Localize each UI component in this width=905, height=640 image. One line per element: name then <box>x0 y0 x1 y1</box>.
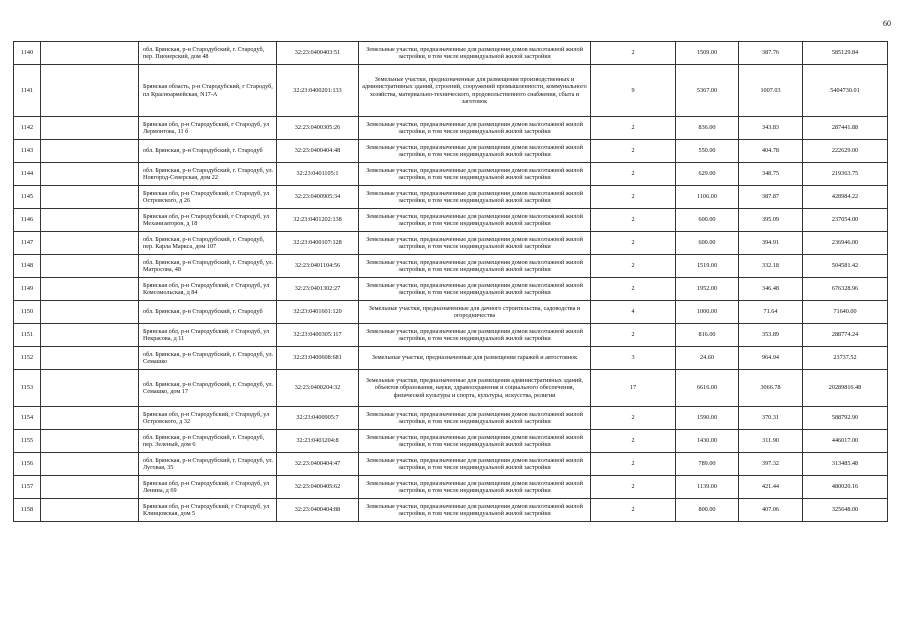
cadastral-number-cell: 32:23:0401601:120 <box>277 301 359 324</box>
row-number-cell: 1150 <box>14 301 41 324</box>
cadastral-value-cell: 325648.00 <box>803 499 888 522</box>
area-cell: 629.00 <box>676 163 739 186</box>
land-use-cell: Земельные участки, предназначенные для размещения домов малоэтажной жилой застройки, в том числе индивидуальной жилой застройки <box>359 453 591 476</box>
address-cell: Брянская обл, р-н Стародубский, г Стародуб, ул Механизаторов, д 18 <box>139 209 277 232</box>
cadastral-value-cell: 237054.00 <box>803 209 888 232</box>
specific-value-cell: 394.91 <box>739 232 803 255</box>
cadastral-number-cell: 32:23:0400905:34 <box>277 186 359 209</box>
cadastral-number-cell: 32:23:0401202:138 <box>277 209 359 232</box>
address-cell: Брянская обл, р-н Стародубский, г Стародуб, ул Некрасова, д 11 <box>139 324 277 347</box>
cadastral-value-cell: 5404730.01 <box>803 65 888 117</box>
table-row <box>14 499 888 522</box>
cadastral-value-cell: 588792.90 <box>803 407 888 430</box>
table-row <box>14 430 888 453</box>
address-cell: Брянская обл, р-н Стародубский, г Стародуб, ул Лермонтова, 11 б <box>139 117 277 140</box>
area-cell: 24.60 <box>676 347 739 370</box>
specific-value-cell: 353.89 <box>739 324 803 347</box>
specific-value-cell: 407.06 <box>739 499 803 522</box>
row-number-cell: 1140 <box>14 42 41 65</box>
address-cell: обл. Брянская, р-н Стародубский, г. Стародуб, пер. Карла Маркса, дом 107 <box>139 232 277 255</box>
specific-value-cell: 421.44 <box>739 476 803 499</box>
land-use-cell: Земельные участки, предназначенные для размещения домов малоэтажной жилой застройки, в том числе индивидуальной жилой застройки <box>359 186 591 209</box>
empty-cell <box>41 232 139 255</box>
group-cell: 2 <box>591 140 676 163</box>
empty-cell <box>41 42 139 65</box>
specific-value-cell: 387.87 <box>739 186 803 209</box>
specific-value-cell: 71.64 <box>739 301 803 324</box>
address-cell: обл. Брянская, р-н Стародубский, г. Стародуб, пер. Пионерский, дом 48 <box>139 42 277 65</box>
area-cell: 6616.00 <box>676 370 739 407</box>
area-cell: 1519.00 <box>676 255 739 278</box>
table-row <box>14 209 888 232</box>
row-number-cell: 1152 <box>14 347 41 370</box>
cadastral-value-cell: 585129.84 <box>803 42 888 65</box>
specific-value-cell: 3066.78 <box>739 370 803 407</box>
cadastral-value-cell: 287441.88 <box>803 117 888 140</box>
empty-cell <box>41 186 139 209</box>
cadastral-number-cell: 32:23:0400403:51 <box>277 42 359 65</box>
group-cell: 2 <box>591 430 676 453</box>
address-cell: обл. Брянская, р-н Стародубский, г. Стародуб, ул. Семашко, дом 17 <box>139 370 277 407</box>
land-use-cell: Земельные участки, предназначенные для размещения домов малоэтажной жилой застройки, в том числе индивидуальной жилой застройки <box>359 278 591 301</box>
land-use-cell: Земельные участки, предназначенные для размещения домов малоэтажной жилой застройки, в том числе индивидуальной жилой застройки <box>359 476 591 499</box>
row-number-cell: 1147 <box>14 232 41 255</box>
specific-value-cell: 343.83 <box>739 117 803 140</box>
specific-value-cell: 332.18 <box>739 255 803 278</box>
area-cell: 789.00 <box>676 453 739 476</box>
group-cell: 2 <box>591 117 676 140</box>
address-cell: обл. Брянская, р-н Стародубский, г. Стародуб, пер. Зеленый, дом 6 <box>139 430 277 453</box>
group-cell: 2 <box>591 255 676 278</box>
area-cell: 1000.00 <box>676 301 739 324</box>
row-number-cell: 1146 <box>14 209 41 232</box>
row-number-cell: 1148 <box>14 255 41 278</box>
group-cell: 2 <box>591 407 676 430</box>
cadastral-number-cell: 32:23:0400404:48 <box>277 140 359 163</box>
empty-cell <box>41 407 139 430</box>
group-cell: 3 <box>591 347 676 370</box>
address-cell: Брянская обл, р-н Стародубский, г Стародуб, ул Ленина, д 69 <box>139 476 277 499</box>
cadastral-value-cell: 71640.00 <box>803 301 888 324</box>
land-use-cell: Земельные участки, предназначенные для размещения домов малоэтажной жилой застройки, в том числе индивидуальной жилой застройки <box>359 324 591 347</box>
row-number-cell: 1149 <box>14 278 41 301</box>
group-cell: 2 <box>591 163 676 186</box>
specific-value-cell: 404.78 <box>739 140 803 163</box>
table-row <box>14 42 888 65</box>
group-cell: 2 <box>591 278 676 301</box>
row-number-cell: 1143 <box>14 140 41 163</box>
land-use-cell: Земельные участки, предназначенные для размещения домов малоэтажной жилой застройки, в том числе индивидуальной жилой застройки <box>359 117 591 140</box>
empty-cell <box>41 324 139 347</box>
specific-value-cell: 311.90 <box>739 430 803 453</box>
cadastral-number-cell: 32:23:0400204:32 <box>277 370 359 407</box>
cadastral-number-cell: 32:23:0401105:1 <box>277 163 359 186</box>
cadastral-value-cell: 219363.75 <box>803 163 888 186</box>
land-use-cell: Земельные участки, предназначенные для размещения домов малоэтажной жилой застройки, в том числе индивидуальной жилой застройки <box>359 163 591 186</box>
row-number-cell: 1153 <box>14 370 41 407</box>
group-cell: 9 <box>591 65 676 117</box>
cadastral-value-cell: 446017.00 <box>803 430 888 453</box>
area-cell: 1590.00 <box>676 407 739 430</box>
address-cell: обл. Брянская, р-н Стародубский, г. Стародуб, ул. Семашко <box>139 347 277 370</box>
address-cell: обл. Брянская, р-н Стародубский, г. Стародуб, ул. Новгород-Северская, дом 22 <box>139 163 277 186</box>
land-use-cell: Земельные участки, предназначенные для размещения домов малоэтажной жилой застройки, в том числе индивидуальной жилой застройки <box>359 255 591 278</box>
land-use-cell: Земельные участки, предназначенные для размещения домов малоэтажной жилой застройки, в том числе индивидуальной жилой застройки <box>359 430 591 453</box>
address-cell: обл. Брянская, р-н Стародубский, г. Стародуб, ул. Луговая, 35 <box>139 453 277 476</box>
cadastral-number-cell: 32:23:0401104:56 <box>277 255 359 278</box>
area-cell: 1430.00 <box>676 430 739 453</box>
cadastral-number-cell: 32:23:0400905:7 <box>277 407 359 430</box>
specific-value-cell: 348.75 <box>739 163 803 186</box>
specific-value-cell: 397.32 <box>739 453 803 476</box>
address-cell: Брянская область, р-н Стародубский, г Стародуб, пл Красноармейская, N17-A <box>139 65 277 117</box>
table-row <box>14 407 888 430</box>
empty-cell <box>41 476 139 499</box>
cadastral-number-cell: 32:23:0400404:47 <box>277 453 359 476</box>
specific-value-cell: 387.76 <box>739 42 803 65</box>
address-cell: обл. Брянская, р-н Стародубский, г. Стародуб <box>139 140 277 163</box>
address-cell: обл. Брянская, р-н Стародубский, г. Стародуб <box>139 301 277 324</box>
address-cell: Брянская обл, р-н Стародубский, г Стародуб, ул Островского, д 26 <box>139 186 277 209</box>
area-cell: 836.00 <box>676 117 739 140</box>
land-use-cell: Земельные участки, предназначенные для размещения домов малоэтажной жилой застройки, в том числе индивидуальной жилой застройки <box>359 42 591 65</box>
table-row <box>14 255 888 278</box>
cadastral-value-table <box>13 41 888 522</box>
cadastral-value-cell: 480020.16 <box>803 476 888 499</box>
row-number-cell: 1141 <box>14 65 41 117</box>
cadastral-number-cell: 32:23:0400405:62 <box>277 476 359 499</box>
area-cell: 1139.00 <box>676 476 739 499</box>
empty-cell <box>41 163 139 186</box>
cadastral-value-cell: 23737.52 <box>803 347 888 370</box>
cadastral-value-cell: 676328.96 <box>803 278 888 301</box>
row-number-cell: 1157 <box>14 476 41 499</box>
table-row <box>14 163 888 186</box>
empty-cell <box>41 140 139 163</box>
empty-cell <box>41 347 139 370</box>
table-row <box>14 347 888 370</box>
land-use-cell: Земельные участки, предназначенные для размещения гаражей и автостоянок <box>359 347 591 370</box>
land-use-cell: Земельные участки, предназначенные для размещения домов малоэтажной жилой застройки, в том числе индивидуальной жилой застройки <box>359 499 591 522</box>
row-number-cell: 1144 <box>14 163 41 186</box>
row-number-cell: 1151 <box>14 324 41 347</box>
area-cell: 600.00 <box>676 232 739 255</box>
area-cell: 550.00 <box>676 140 739 163</box>
cadastral-number-cell: 32:23:0400404:88 <box>277 499 359 522</box>
empty-cell <box>41 278 139 301</box>
row-number-cell: 1158 <box>14 499 41 522</box>
cadastral-number-cell: 32:23:0400201:133 <box>277 65 359 117</box>
page-number: 60 <box>883 19 891 28</box>
table-row <box>14 301 888 324</box>
area-cell: 600.00 <box>676 209 739 232</box>
table-row <box>14 476 888 499</box>
cadastral-number-cell: 32:23:0400107:128 <box>277 232 359 255</box>
cadastral-number-cell: 32:23:0400305:117 <box>277 324 359 347</box>
group-cell: 4 <box>591 301 676 324</box>
empty-cell <box>41 301 139 324</box>
land-use-cell: Земельные участки, предназначенные для размещения домов малоэтажной жилой застройки, в том числе индивидуальной жилой застройки <box>359 232 591 255</box>
specific-value-cell: 1007.03 <box>739 65 803 117</box>
row-number-cell: 1156 <box>14 453 41 476</box>
table-row <box>14 324 888 347</box>
empty-cell <box>41 370 139 407</box>
table-row <box>14 140 888 163</box>
address-cell: Брянская обл, р-н Стародубский, г Стародуб, ул Комсомольская, д 84 <box>139 278 277 301</box>
group-cell: 17 <box>591 370 676 407</box>
specific-value-cell: 346.48 <box>739 278 803 301</box>
empty-cell <box>41 255 139 278</box>
empty-cell <box>41 65 139 117</box>
land-use-cell: Земельные участки, предназначенные для размещения административных зданий, объектов образования, науки, здравоохранения и социального обеспечения, физической культуры и спорта, культуры, искусства, религии <box>359 370 591 407</box>
cadastral-value-cell: 428984.22 <box>803 186 888 209</box>
group-cell: 2 <box>591 232 676 255</box>
group-cell: 2 <box>591 42 676 65</box>
land-use-cell: Земельные участки, предназначенные для размещения домов малоэтажной жилой застройки, в том числе индивидуальной жилой застройки <box>359 140 591 163</box>
group-cell: 2 <box>591 209 676 232</box>
empty-cell <box>41 117 139 140</box>
cadastral-value-cell: 20289816.48 <box>803 370 888 407</box>
area-cell: 816.00 <box>676 324 739 347</box>
cadastral-value-cell: 313485.48 <box>803 453 888 476</box>
land-use-cell: Земельные участки, предназначенные для размещения домов малоэтажной жилой застройки, в том числе индивидуальной жилой застройки <box>359 209 591 232</box>
table-row <box>14 278 888 301</box>
cadastral-value-cell: 504581.42 <box>803 255 888 278</box>
empty-cell <box>41 499 139 522</box>
group-cell: 2 <box>591 476 676 499</box>
row-number-cell: 1145 <box>14 186 41 209</box>
cadastral-number-cell: 32:23:0400608:681 <box>277 347 359 370</box>
group-cell: 2 <box>591 324 676 347</box>
table-row <box>14 117 888 140</box>
cadastral-value-cell: 288774.24 <box>803 324 888 347</box>
table-row <box>14 232 888 255</box>
table-row <box>14 65 888 117</box>
area-cell: 1106.00 <box>676 186 739 209</box>
empty-cell <box>41 430 139 453</box>
address-cell: Брянская обл, р-н Стародубский, г Стародуб, ул Клинцовская, дом 5 <box>139 499 277 522</box>
row-number-cell: 1155 <box>14 430 41 453</box>
land-use-cell: Земельные участки, предназначенные для размещения производственных и административных зданий, строений, сооружений промышленности, коммунального хозяйства, материально-технического, продовольственного снабжения, сбыта и заготовок <box>359 65 591 117</box>
table-row <box>14 370 888 407</box>
cadastral-number-cell: 32:23:0401204:8 <box>277 430 359 453</box>
specific-value-cell: 395.09 <box>739 209 803 232</box>
area-cell: 1952.00 <box>676 278 739 301</box>
table-body <box>14 42 888 522</box>
cadastral-number-cell: 32:23:0400305:26 <box>277 117 359 140</box>
cadastral-number-cell: 32:23:0401302:27 <box>277 278 359 301</box>
land-use-cell: Земельные участки, предназначенные для дачного строительства, садоводства и огородничества <box>359 301 591 324</box>
address-cell: обл. Брянская, р-н Стародубский, г. Стародуб, ул. Матросова, 48 <box>139 255 277 278</box>
empty-cell <box>41 453 139 476</box>
area-cell: 1509.00 <box>676 42 739 65</box>
group-cell: 2 <box>591 499 676 522</box>
group-cell: 2 <box>591 453 676 476</box>
cadastral-value-cell: 222629.00 <box>803 140 888 163</box>
row-number-cell: 1142 <box>14 117 41 140</box>
row-number-cell: 1154 <box>14 407 41 430</box>
cadastral-value-cell: 236946.00 <box>803 232 888 255</box>
specific-value-cell: 964.94 <box>739 347 803 370</box>
area-cell: 5367.00 <box>676 65 739 117</box>
address-cell: Брянская обл, р-н Стародубский, г Стародуб, ул Островского, д 32 <box>139 407 277 430</box>
specific-value-cell: 370.31 <box>739 407 803 430</box>
table-row <box>14 453 888 476</box>
group-cell: 2 <box>591 186 676 209</box>
land-use-cell: Земельные участки, предназначенные для размещения домов малоэтажной жилой застройки, в том числе индивидуальной жилой застройки <box>359 407 591 430</box>
table-row <box>14 186 888 209</box>
empty-cell <box>41 209 139 232</box>
area-cell: 800.00 <box>676 499 739 522</box>
